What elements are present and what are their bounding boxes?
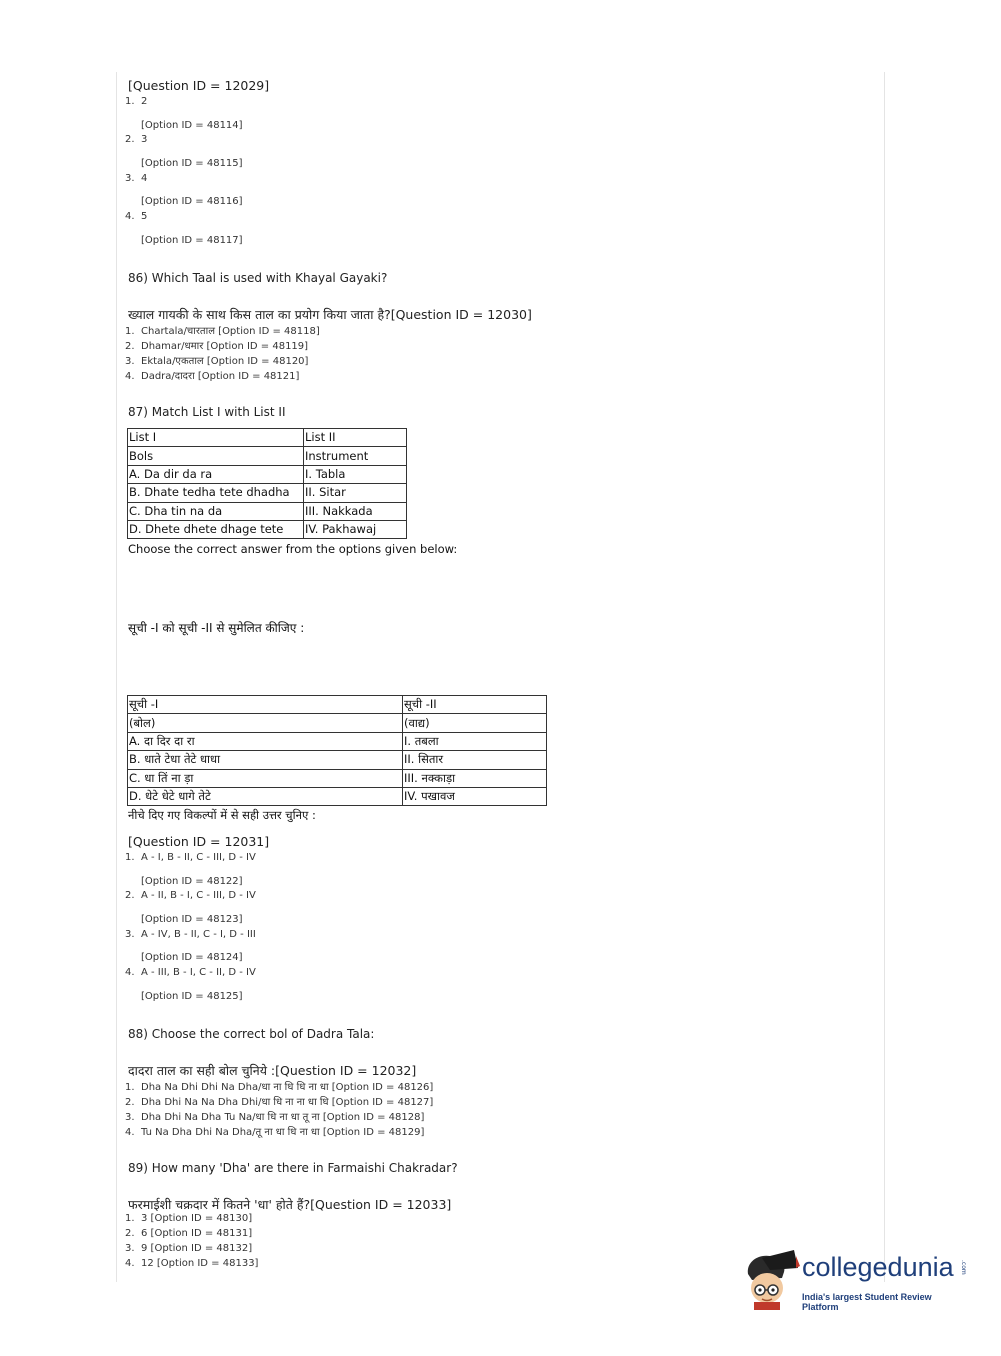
option-id: [Option ID = 48115] <box>141 158 243 169</box>
option-item <box>125 211 147 222</box>
table-row <box>128 696 547 714</box>
brand-com: .com <box>960 1260 967 1275</box>
option-id: [Option ID = 48117] <box>141 235 243 246</box>
table-cell: A. दा दिर दा रा <box>128 732 403 750</box>
table-row <box>128 447 407 465</box>
table-cell: I. तबला <box>403 732 547 750</box>
table-cell: D. धेटे धेटे धागे तेटे <box>128 787 403 805</box>
option-item <box>125 967 256 978</box>
table-cell: II. Sitar <box>304 484 407 502</box>
option-item <box>125 1213 252 1224</box>
question-hindi: दादरा ताल का सही बोल चुनिये :[Question ID = 12032] <box>128 1063 417 1078</box>
table-row <box>128 429 407 447</box>
option-text: A - III, B - I, C - II, D - IV <box>141 967 256 978</box>
table-cell: Instrument <box>304 447 407 465</box>
option-text: A - II, B - I, C - III, D - IV <box>141 890 256 901</box>
option-text: 3 [Option ID = 48130] <box>141 1213 253 1224</box>
table-cell: IV. पखावज <box>403 787 547 805</box>
question-hindi: फरमाईशी चक्रदार में कितने 'धा' होते हैं?[Question ID = 12033] <box>128 1197 452 1212</box>
table-cell: I. Tabla <box>304 465 407 483</box>
option-item <box>125 1079 433 1093</box>
option-number: 1. <box>125 96 135 107</box>
table-cell: B. Dhate tedha tete dhadha <box>128 484 304 502</box>
option-text: 9 [Option ID = 48132] <box>141 1243 253 1254</box>
table-cell: सूची -I <box>128 696 403 714</box>
option-text: Dadra/दादरा [Option ID = 48121] <box>141 371 300 382</box>
left-margin-rule <box>116 72 117 1282</box>
table-cell: C. धा तिं ना ड़ा <box>128 769 403 787</box>
option-item <box>125 353 308 367</box>
option-number: 2. <box>125 1097 135 1108</box>
option-number: 3. <box>125 1243 135 1254</box>
mascot-icon <box>740 1248 802 1310</box>
option-text: 6 [Option ID = 48131] <box>141 1228 253 1239</box>
question-heading: 89) How many 'Dha' are there in Farmaishi Chakradar? <box>128 1161 458 1175</box>
option-id: [Option ID = 48124] <box>141 952 243 963</box>
option-number: 2. <box>125 134 135 145</box>
hindi-match-heading: सूची -I को सूची -II से सुमेलित कीजिए : <box>128 621 305 635</box>
option-text: 3 <box>141 134 148 145</box>
choose-instruction-hindi: नीचे दिए गए विकल्पों में से सही उत्तर चुनिए : <box>128 808 316 822</box>
option-number: 4. <box>125 1127 135 1138</box>
option-item <box>125 1243 252 1254</box>
option-number: 3. <box>125 1112 135 1123</box>
brand-name: collegedunia <box>802 1252 954 1282</box>
option-text: 4 <box>141 173 148 184</box>
table-cell: A. Da dir da ra <box>128 465 304 483</box>
option-item <box>125 323 320 337</box>
table-row <box>128 714 547 732</box>
option-item <box>125 173 147 184</box>
table-row <box>128 465 407 483</box>
option-item <box>125 1094 433 1108</box>
option-number: 4. <box>125 211 135 222</box>
table-cell: सूची -II <box>403 696 547 714</box>
question-heading: 86) Which Taal is used with Khayal Gayaki? <box>128 271 388 285</box>
brand-tagline: India's largest Student Review Platform <box>802 1292 932 1312</box>
option-number: 3. <box>125 356 135 367</box>
table-cell: III. Nakkada <box>304 502 407 520</box>
option-number: 2. <box>125 890 135 901</box>
option-number: 1. <box>125 326 135 337</box>
question-id: [Question ID = 12029] <box>128 78 270 93</box>
option-id: [Option ID = 48114] <box>141 120 243 131</box>
option-number: 3. <box>125 929 135 940</box>
option-text: 5 <box>141 211 148 222</box>
table-row <box>128 520 407 538</box>
match-table-hindi <box>127 695 547 806</box>
choose-instruction: Choose the correct answer from the options given below: <box>128 542 458 556</box>
table-row <box>128 751 547 769</box>
question-heading: 87) Match List I with List II <box>128 405 286 419</box>
collegedunia-logo <box>740 1248 970 1310</box>
table-row <box>128 484 407 502</box>
option-id: [Option ID = 48122] <box>141 876 243 887</box>
option-id: [Option ID = 48116] <box>141 196 243 207</box>
option-text: Dhamar/धमार [Option ID = 48119] <box>141 341 309 352</box>
option-text: Tu Na Dha Dhi Na Dha/तू ना धा धि ना धा [Option ID = 48129] <box>141 1127 425 1138</box>
table-row <box>128 769 547 787</box>
question-id: [Question ID = 12031] <box>128 834 270 849</box>
option-number: 1. <box>125 1213 135 1224</box>
option-text: Ektala/एकताल [Option ID = 48120] <box>141 356 309 367</box>
question-hindi: ख्याल गायकी के साथ किस ताल का प्रयोग किया जाता है?[Question ID = 12030] <box>128 307 532 322</box>
option-number: 1. <box>125 1082 135 1093</box>
option-number: 3. <box>125 173 135 184</box>
table-cell: List II <box>304 429 407 447</box>
right-margin-rule <box>884 72 885 1282</box>
table-row <box>128 502 407 520</box>
option-item <box>125 1228 252 1239</box>
table-cell: IV. Pakhawaj <box>304 520 407 538</box>
option-number: 4. <box>125 371 135 382</box>
option-item <box>125 134 147 145</box>
table-cell: III. नक्काड़ा <box>403 769 547 787</box>
table-cell: (वाद्य) <box>403 714 547 732</box>
option-number: 2. <box>125 341 135 352</box>
table-cell: II. सितार <box>403 751 547 769</box>
option-text: Dha Dhi Na Dha Tu Na/धा धि ना धा तू ना [Option ID = 48128] <box>141 1112 425 1123</box>
option-item <box>125 338 308 352</box>
match-table-english <box>127 428 407 539</box>
option-text: Dha Na Dhi Dhi Na Dha/धा ना धि धि ना धा [Option ID = 48126] <box>141 1082 434 1093</box>
option-text: Chartala/चारताल [Option ID = 48118] <box>141 326 320 337</box>
option-item <box>125 852 256 863</box>
table-row <box>128 732 547 750</box>
table-cell: Bols <box>128 447 304 465</box>
option-number: 4. <box>125 1258 135 1269</box>
table-cell: B. धाते टेधा तेटे धाधा <box>128 751 403 769</box>
option-text: 12 [Option ID = 48133] <box>141 1258 259 1269</box>
option-item <box>125 1258 258 1269</box>
option-item <box>125 96 147 107</box>
table-cell: (बोल) <box>128 714 403 732</box>
option-text: A - I, B - II, C - III, D - IV <box>141 852 256 863</box>
option-text: A - IV, B - II, C - I, D - III <box>141 929 256 940</box>
option-number: 2. <box>125 1228 135 1239</box>
question-heading: 88) Choose the correct bol of Dadra Tala: <box>128 1027 375 1041</box>
option-item <box>125 1109 424 1123</box>
table-cell: D. Dhete dhete dhage tete <box>128 520 304 538</box>
option-number: 1. <box>125 852 135 863</box>
option-item <box>125 929 256 940</box>
option-text: Dha Dhi Na Na Dha Dhi/धा धि ना ना धा धि [Option ID = 48127] <box>141 1097 434 1108</box>
option-number: 4. <box>125 967 135 978</box>
option-item <box>125 368 299 382</box>
table-row <box>128 787 547 805</box>
option-id: [Option ID = 48123] <box>141 914 243 925</box>
option-id: [Option ID = 48125] <box>141 991 243 1002</box>
table-cell: C. Dha tin na da <box>128 502 304 520</box>
option-text: 2 <box>141 96 148 107</box>
option-item <box>125 890 256 901</box>
table-cell: List I <box>128 429 304 447</box>
option-item <box>125 1124 424 1138</box>
